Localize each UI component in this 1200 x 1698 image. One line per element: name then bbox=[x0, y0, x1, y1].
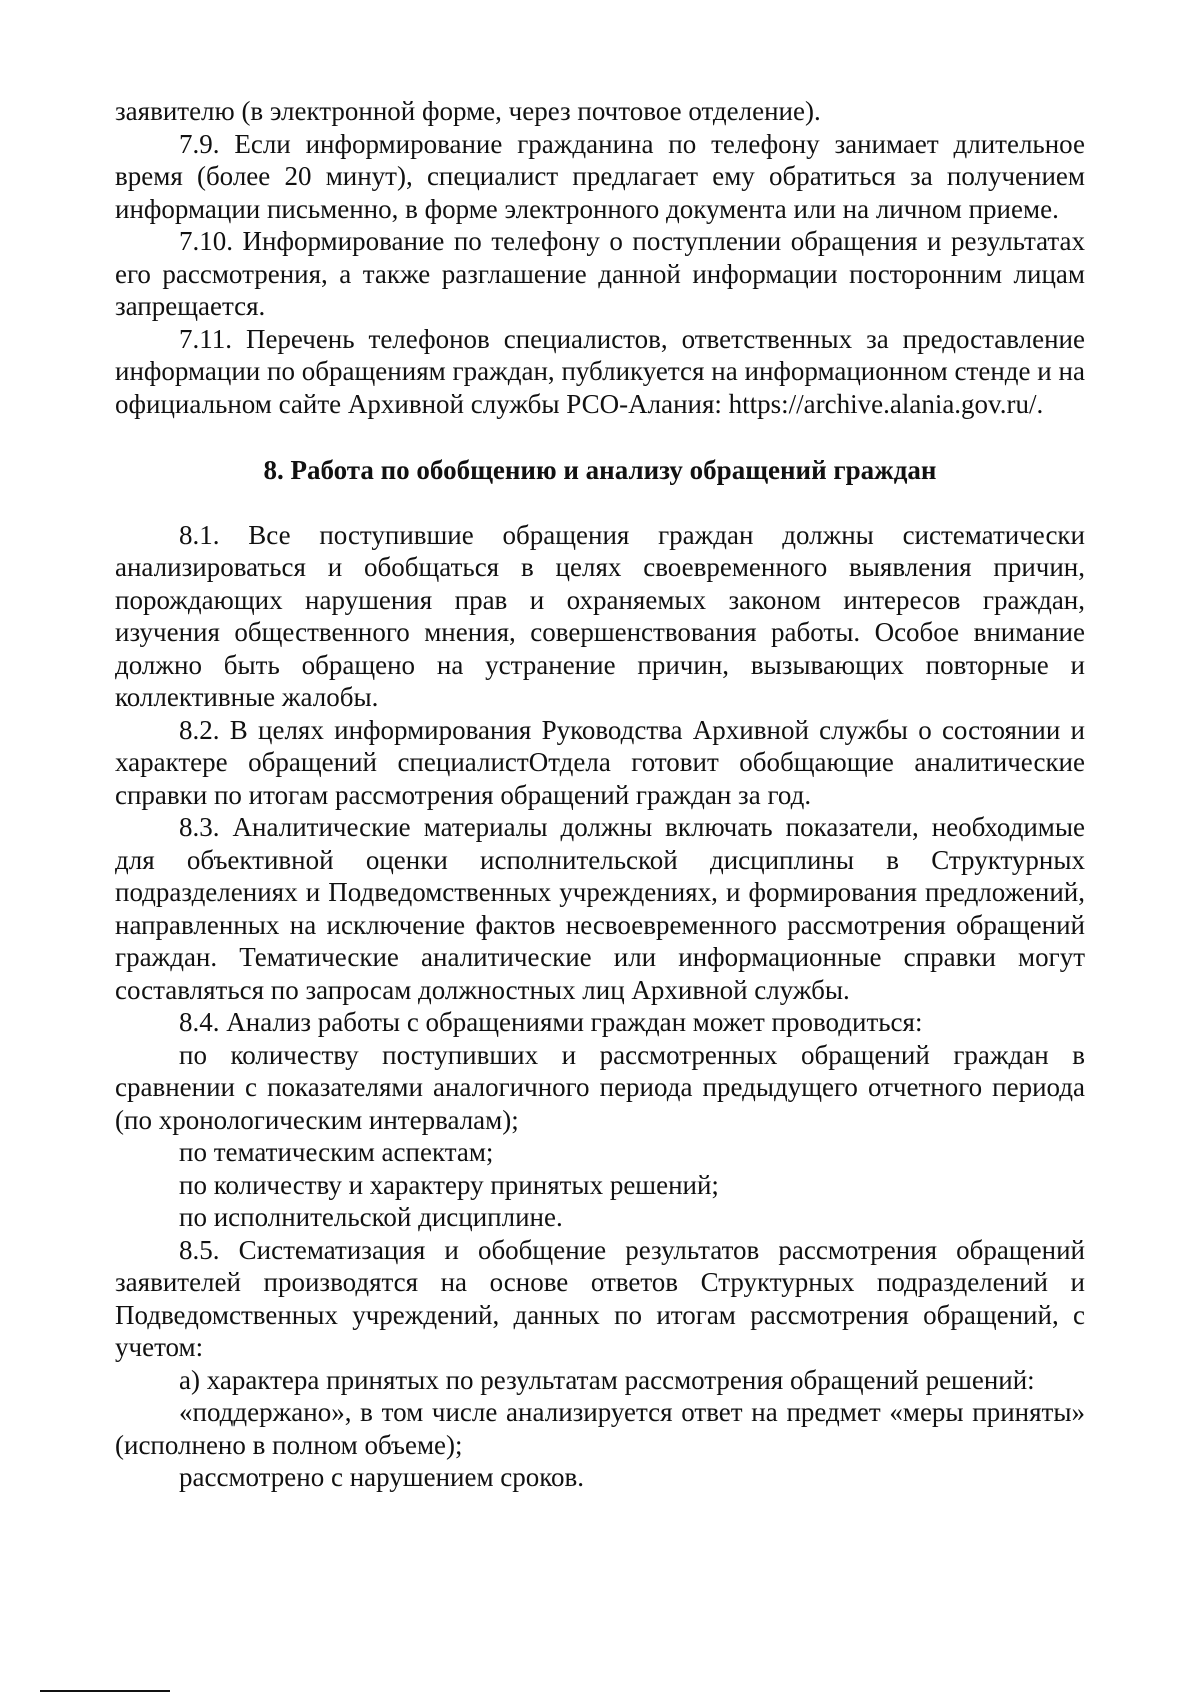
paragraph-7-10: 7.10. Информирование по телефону о поступлении обращения и результатах его рассмотрения, а также разглашение данной информации посторонним лицам запрещается. bbox=[115, 226, 1085, 321]
paragraph-8-2: 8.2. В целях информирования Руководства Архивной службы о состоянии и характере обращений специалистОтдела готовит обобщающие аналитические справки по итогам рассмотрения обращений граждан за год. bbox=[115, 714, 1085, 810]
footnote-divider bbox=[40, 1690, 170, 1692]
paragraph-8-4-a: по количеству поступивших и рассмотренных обращений граждан в сравнении с показателями аналогичного периода предыдущего отчетного периода (по хронологическим интервалам); bbox=[115, 1039, 1085, 1135]
paragraph-8-5-a: а) характера принятых по результатам рассмотрения обращений решений: bbox=[179, 1364, 1035, 1395]
paragraph-7-9: 7.9. Если информирование гражданина по телефону занимает длительное время (более 20 минут), специалист предлагает ему обратиться за получением информации письменно, в форме электронного документа или на личном приеме. bbox=[115, 128, 1085, 224]
paragraph-8-3: 8.3. Аналитические материалы должны включать показатели, необходимые для объективной оценки исполнительской дисциплины в Структурных подразделениях и Подведомственных учреждениях, и формирования предложений, направленных на исключение фактов несвоевременного рассмотрения обращений граждан. Тематические аналитические или информационные справки могут составляться по запросам должностных лиц Архивной службы. bbox=[115, 812, 1085, 1005]
paragraph-8-5-b: «поддержано», в том числе анализируется ответ на предмет «меры приняты» (исполнено в полном объеме); bbox=[115, 1397, 1085, 1460]
paragraph-8-5-c: рассмотрено с нарушением сроков. bbox=[179, 1462, 585, 1492]
paragraph-8-4-b: по тематическим аспектам; bbox=[179, 1137, 494, 1167]
paragraph-8-4-c: по количеству и характеру принятых решений; bbox=[179, 1169, 719, 1200]
paragraph-8-4-d: по исполнительской дисциплине. bbox=[179, 1202, 563, 1232]
paragraph-8-5: 8.5. Систематизация и обобщение результатов рассмотрения обращений заявителей производятся на основе ответов Структурных подразделений и Подведомственных учреждений, данных по итогам рассмотрения обращений, с учетом: bbox=[115, 1234, 1085, 1362]
paragraph-8-1: 8.1. Все поступившие обращения граждан должны систематически анализироваться и обобщаться в целях своевременного выявления причин, порождающих нарушения прав и охраняемых законом интересов граждан, изучения общественного мнения, совершенствования работы. Особое внимание должно быть обращено на устранение причин, вызывающих повторные и коллективные жалобы. bbox=[115, 519, 1085, 712]
paragraph-intro: заявителю (в электронной форме, через почтовое отделение). bbox=[115, 96, 821, 126]
document-body bbox=[115, 95, 1085, 1494]
section-8-heading: 8. Работа по обобщению и анализу обращений граждан bbox=[263, 455, 937, 485]
paragraph-8-4: 8.4. Анализ работы с обращениями граждан может проводиться: bbox=[179, 1007, 923, 1037]
paragraph-7-11: 7.11. Перечень телефонов специалистов, ответственных за предоставление информации по обращениям граждан, публикуется на информационном стенде и на официальном сайте Архивной службы РСО-Алания: https://archive.alania.gov.ru/. bbox=[115, 323, 1085, 419]
